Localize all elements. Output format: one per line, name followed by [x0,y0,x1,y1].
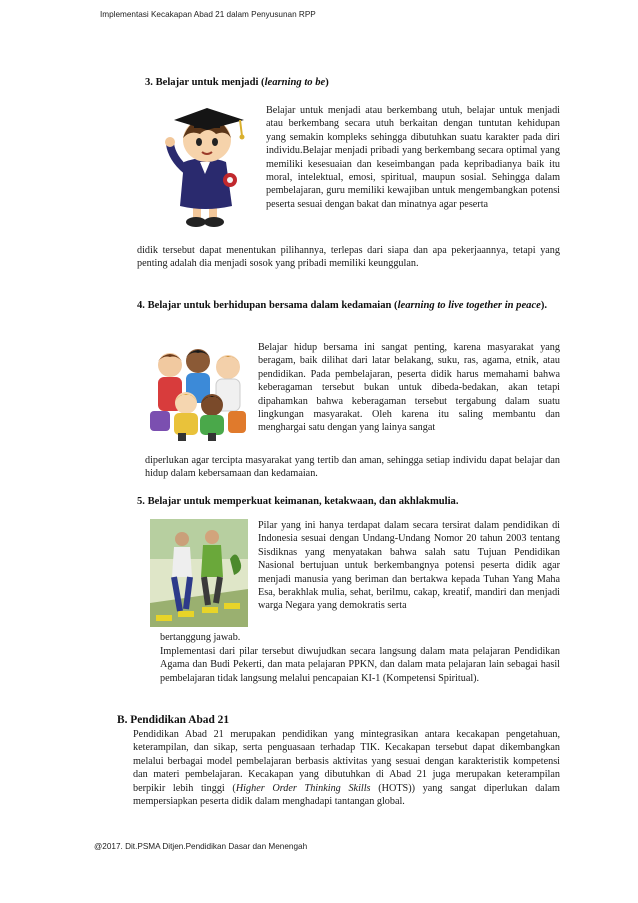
section-b-text: Pendidikan Abad 21 merupakan pendidikan yang mintegrasikan antara kecakapan pengetahuan, keterampilan, dan sikap, serta penguasaan terhadap TIK. Kecakapan tersebut dapat dikembangkan melalui berbagai model pembelajaran berbasis aktivitas yang sesuai dengan karakteristik kompetensi dan materi pembelajaran. Kecakapan yang dibutuhkan di Abad 21 juga merupakan keterampilan berpikir lebih tinggi (Higher Order Thinking Skills (HOTS)) yang sangat diperlukan dalam mempersiapkan peserta didik dalam menghadapi tantangan global. [133,729,560,808]
section-3-wrap-text: Belajar untuk menjadi atau berkembang utuh, belajar untuk menjadi atau berkembang secara utuh berkaitan dengan tuntutan kehidupan yang semakin kompleks sehingga dibutuhkan suatu karakter pada diri individu.Belajar menjadi pribadi yang berkembang secara optimal yang memiliki kesesuaian dan keseimbangan pada kepribadianya baik itu moral, intelektual, emosi, spiritual, maupun sosial. Sehingga dalam pembelajaran, guru memiliki kewajiban untuk mengembangkan potensi peserta sesuai dengan bakat dan minatnya agar peserta [266,105,560,210]
section-4-full-text: diperlukan agar tercipta masyarakat yang tertib dan aman, sehingga setiap individu dapat belajar dan hidup dalam kebersamaan dan kedamaian. [145,455,560,480]
section-5-tail-text: bertanggung jawab. [160,632,241,643]
section-4-heading: 4. Belajar untuk berhidupan bersama dalam kedamaian (learning to live together in peace). [137,300,548,311]
section-4-wrap-text: Belajar hidup bersama ini sangat penting, karena masyarakat yang beragam, baik dilihat dari latar belakang, suku, ras, agama, etnik, atau pendidikan. Pada pembelajaran, peserta didik harus memahami bahwa keberagaman tersebut bukan untuk dibeda-bedakan, akan tetapi dipahamkan bahwa keberagaman tersebut tergabung dalam suatu lingkungan masyarakat. Oleh karena itu saling membantu dan menghargai satu dengan yang lainya sangat [258,342,560,434]
graduate-cartoon-image [160,104,255,230]
section-b-heading: B. Pendidikan Abad 21 [117,714,230,726]
section-3-full-text: didik tersebut dapat menentukan pilihannya, terlepas dari siapa dan apa pekerjaannya, tetapi yang penting adalah dia menjadi sosok yang pribadi memiliki keunggulan. [137,245,560,270]
section-3-heading: 3. Belajar untuk menjadi (learning to be) [145,77,329,88]
section-5-heading: 5. Belajar untuk memperkuat keimanan, ketakwaan, dan akhlakmulia. [137,496,459,507]
section-5-full-text: Implementasi dari pilar tersebut diwujudkan secara langsung dalam mata pelajaran Pendidikan Agama dan Budi Pekerti, dan mata pelajaran PPKN, dan dalam mata pelajaran lain sebagai hasil pembelajaran tidak langsung melalui pencapaian KI-1 (Kompetensi Spiritual). [160,646,560,684]
page-header: Implementasi Kecakapan Abad 21 dalam Penyusunan RPP [100,10,316,19]
section-5-wrap-text: Pilar yang ini hanya terdapat dalam secara tersirat dalam pendidikan di Indonesia sesuai dengan Undang-Undang Nomor 20 tahun 2003 tentang Sisdiknas yang menyatakan bahwa salah satu Tujuan Pendidikan Nasional bertujuan untuk berkembangnya potensi peserta didik agar menjadi manusia yang beriman dan bertakwa kepada Tuhan Yang Maha Esa, berakhlak mulia, sehat, berilmu, cakap, kreatif, mandiri dan menjadi warga Negara yang demokratis serta [258,520,560,612]
children-group-image [148,345,248,441]
page-footer: @2017. Dit.PSMA Ditjen.Pendidikan Dasar dan Menengah [94,842,308,851]
walking-people-image [150,519,248,627]
